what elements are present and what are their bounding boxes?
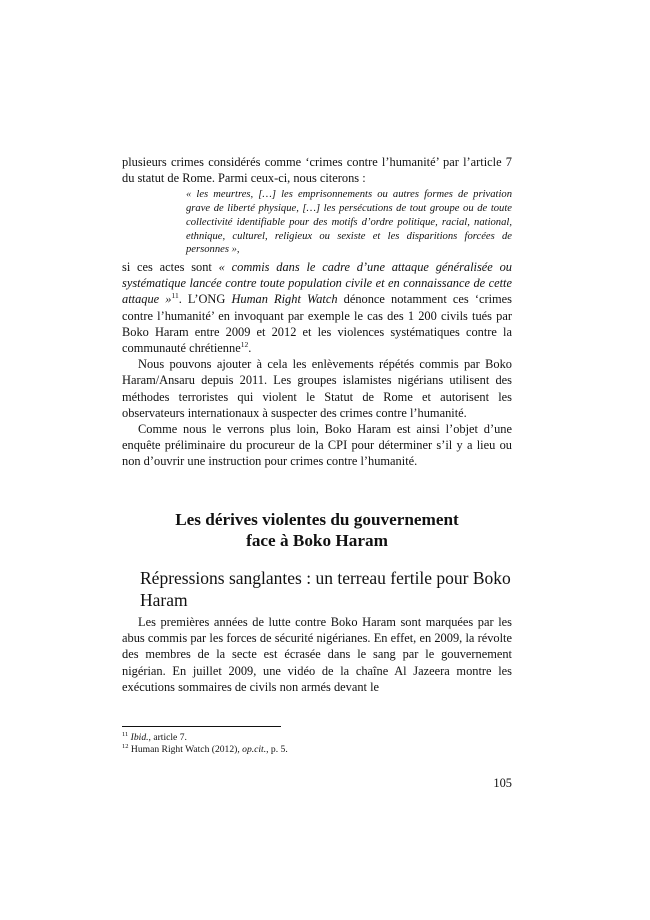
footnotes xyxy=(122,732,512,757)
footnote-ref: 12 xyxy=(240,339,249,349)
footnote-11: $^{11}$ Ibid., article 7. xyxy=(122,730,187,743)
paragraph: Comme nous le verrons plus loin, Boko Haram est ainsi l’objet d’une enquête préliminaire du procureur de la CPI pour déterminer s’il y a lieu ou non d’ouvrir une instruction pour crimes contre l’humanité. xyxy=(122,421,512,469)
footnote-ref: 11 xyxy=(171,291,179,301)
paragraph-after-quote: si ces actes sont « commis dans le cadre d’une attaque généralisée ou systématique lancée contre toute population civile et en connaissance de cette attaque »$^{11}$. L’ONG Human Right Watch dénonce notamment ces ‘crimes contre l’humanité’ en invoquant par exemple le cas des 1 200 civils tués par Boko Haram entre 2009 et 2012 et les violences systématiques contre la communauté chrétienne$^{12}$. xyxy=(122,259,512,355)
quote-italic: « commis dans le cadre d’une attaque généralisée ou systématique lancée contre toute population civile et en connaissance de cette attaque » xyxy=(122,259,512,307)
subsection-title: Répressions sanglantes : un terreau fertile pour Boko Haram xyxy=(140,568,511,610)
footnote-12: $^{12}$ Human Right Watch (2012), op.cit., p. 5. xyxy=(122,743,288,756)
org-name: Human Right Watch xyxy=(231,292,338,307)
section-title: Les dérives violentes du gouvernement face à Boko Haram xyxy=(175,510,459,550)
intro-paragraph: plusieurs crimes considérés comme ‘crimes contre l’humanité’ par l’article 7 du statut de Rome. Parmi ceux-ci, nous citerons : xyxy=(122,155,512,186)
footnote-divider xyxy=(122,726,281,727)
paragraph: Les premières années de lutte contre Boko Haram sont marquées par les abus commis par les forces de sécurité nigérianes. En effet, en 2009, la révolte des membres de la secte est écrasée dans le sang par le gouvernement nigérian. En juillet 2009, une vidéo de la chaîne Al Jazeera montre les exécutions sommaires de civils non armés devant le xyxy=(122,615,512,694)
section-body xyxy=(122,614,512,695)
page-number: 105 xyxy=(493,776,512,790)
blockquote: « les meurtres, […] les emprisonnements ou autres formes de privation grave de liberté physique, […] les persécutions de tout groupe ou de toute collectivité identifiable pour des motifs d’ordre politique, racial, national, ethnique, culturel, religieux ou sexiste et les disparitions forcées de personnes », xyxy=(186,189,512,256)
main-text xyxy=(122,154,512,470)
paragraph: Nous pouvons ajouter à cela les enlèvements répétés commis par Boko Haram/Ansaru depuis 2011. Les groupes islamistes nigérians utilisent des méthodes terroristes qui violent le Statut de Rome et autorisent les observateurs internationaux à suspecter des crimes contre l’humanité. xyxy=(122,357,512,420)
